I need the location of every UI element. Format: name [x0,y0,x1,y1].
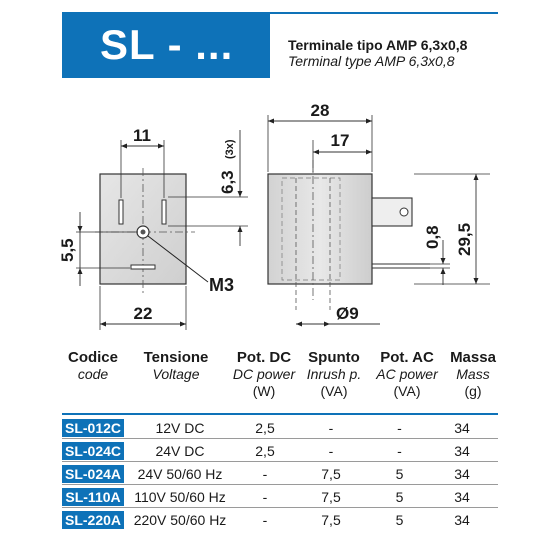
row-ac-power: 5 [395,512,404,528]
dim-diameter-9: Ø9 [336,304,359,323]
row-code: SL-024C [62,442,124,460]
table-row [62,464,498,484]
row-mass: 34 [454,420,470,436]
row-ac-power: - [397,443,402,459]
subtitle-italian: Terminale tipo AMP 6,3x0,8 [288,37,468,53]
header-voltage: Tensione Voltage [143,349,209,382]
dim-17: 17 [330,131,350,150]
pin-bottom [131,265,155,269]
row-dc-power: - [262,512,268,528]
table-row [62,441,498,461]
row-code: SL-024A [62,465,124,483]
dim-0-8: 0,8 [423,225,442,249]
pin-right [162,200,166,224]
side-body [268,174,372,284]
table-row [62,418,498,438]
row-mass: 34 [454,512,470,528]
row-mass: 34 [454,466,470,482]
row-dc-power: 2,5 [255,420,275,436]
row-ac-power: 5 [395,466,404,482]
row-inrush: 7,5 [321,466,341,482]
header-code: Codice code [67,349,118,382]
table-row [62,510,498,530]
dim-3x: (3x) [224,139,236,159]
header-ac-power: Pot. AC AC power (VA) [376,349,438,399]
row-voltage: 24V 50/60 Hz [137,466,223,482]
row-code: SL-110A [62,488,124,506]
label-m3: M3 [209,275,235,295]
dim-22: 22 [133,304,153,323]
row-voltage: 220V 50/60 Hz [133,512,227,528]
row-inrush: - [328,420,334,436]
dim-6-3: 6,3 [218,170,237,194]
row-inrush: 7,5 [321,512,341,528]
row-inrush: - [328,443,334,459]
row-separator [62,484,498,485]
row-mass: 34 [454,489,470,505]
row-dc-power: - [262,489,268,505]
row-code: SL-220A [62,511,124,529]
subtitle-english: Terminal type AMP 6,3x0,8 [288,53,455,69]
header-mass: Massa Mass (g) [450,349,496,399]
row-voltage: 110V 50/60 Hz [134,489,226,505]
row-separator [62,438,498,439]
table-top-rule [62,413,498,415]
front-view [58,126,248,330]
row-ac-power: - [397,420,402,436]
product-title: SL - ... [100,21,234,68]
row-dc-power: 2,5 [255,443,275,459]
row-ac-power: 5 [395,489,404,505]
row-inrush: 7,5 [321,489,341,505]
pin-left [119,200,123,224]
row-voltage: 24V DC [155,443,205,459]
row-code: SL-012C [62,419,124,437]
row-mass: 34 [454,443,470,459]
side-view [268,101,490,327]
row-dc-power: - [262,466,268,482]
dim-11: 11 [133,126,151,145]
dim-5-5: 5,5 [58,238,77,262]
row-separator [62,461,498,462]
header-dc-power: Pot. DC DC power (W) [232,349,296,399]
header-inrush: Spunto Inrush p. (VA) [306,349,362,399]
dim-28: 28 [310,101,330,120]
row-separator [62,507,498,508]
dim-29-5: 29,5 [455,222,474,256]
row-voltage: 12V DC [155,420,205,436]
table-row [62,487,498,507]
